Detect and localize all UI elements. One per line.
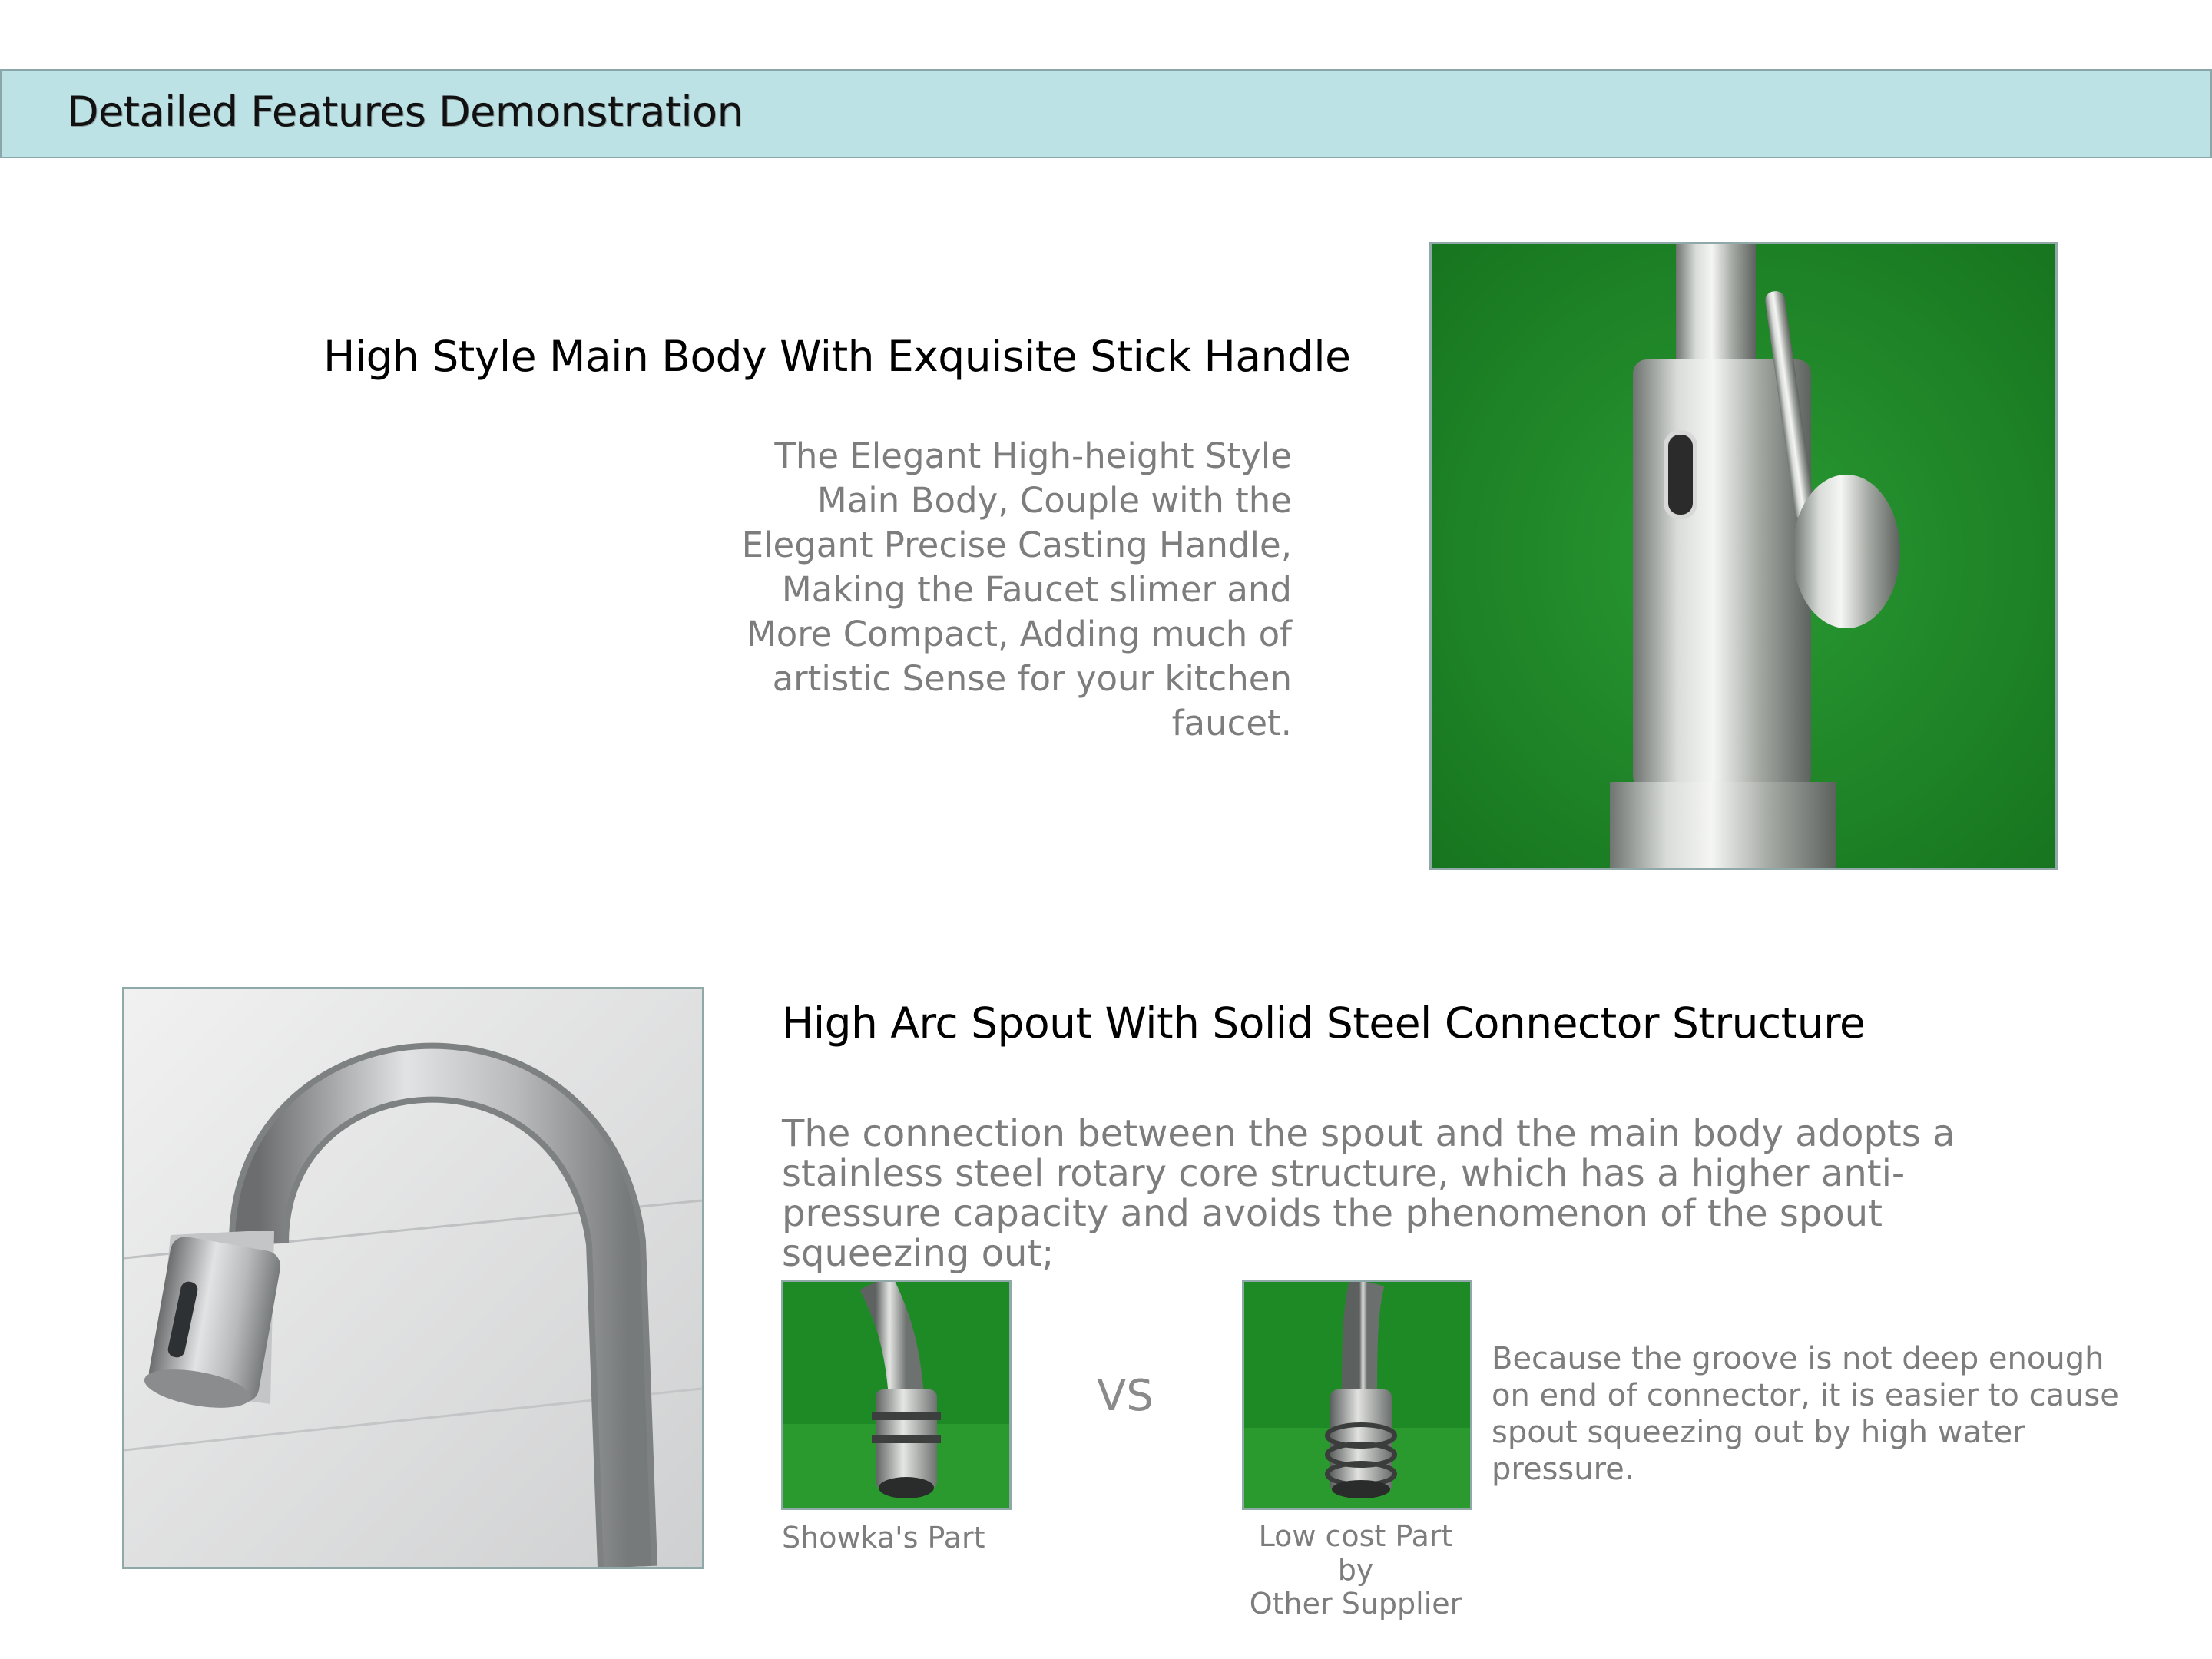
versus-label: VS: [1097, 1371, 1154, 1421]
other-supplier-caption-line2: Other Supplier: [1249, 1587, 1462, 1621]
groove-note: Because the groove is not deep enough on end of connector, it is easier to cause spout squeezing out by high water pressure.: [1492, 1341, 2119, 1487]
feature1-heading: High Style Main Body With Exquisite Stick Handle: [323, 332, 1351, 381]
showka-connector-photo: [781, 1280, 1012, 1510]
high-arc-spout-photo: [122, 987, 704, 1569]
faucet-body-photo: [1429, 242, 2058, 870]
other-supplier-caption: [1238, 1519, 1473, 1621]
feature2-heading: High Arc Spout With Solid Steel Connector Structure: [782, 998, 1866, 1048]
showka-part-caption: Showka's Part: [782, 1521, 985, 1555]
feature2-description: The connection between the spout and the main body adopts a stainless steel rotary core structure, which has a higher anti-pressure capacity and avoids the phenomenon of the spout squeezing out;: [782, 1112, 1955, 1275]
other-supplier-caption-line1: Low cost Part by: [1258, 1519, 1453, 1587]
other-supplier-connector-photo: [1242, 1280, 1472, 1510]
banner-title: Detailed Features Demonstration: [67, 88, 743, 136]
feature1-description: The Elegant High-height Style Main Body, Couple with the Elegant Precise Casting Handle, Making the Faucet slimer and More Compact, Adding much of artistic Sense for your kitchen faucet.: [741, 435, 1292, 743]
section-banner: [0, 69, 2212, 158]
